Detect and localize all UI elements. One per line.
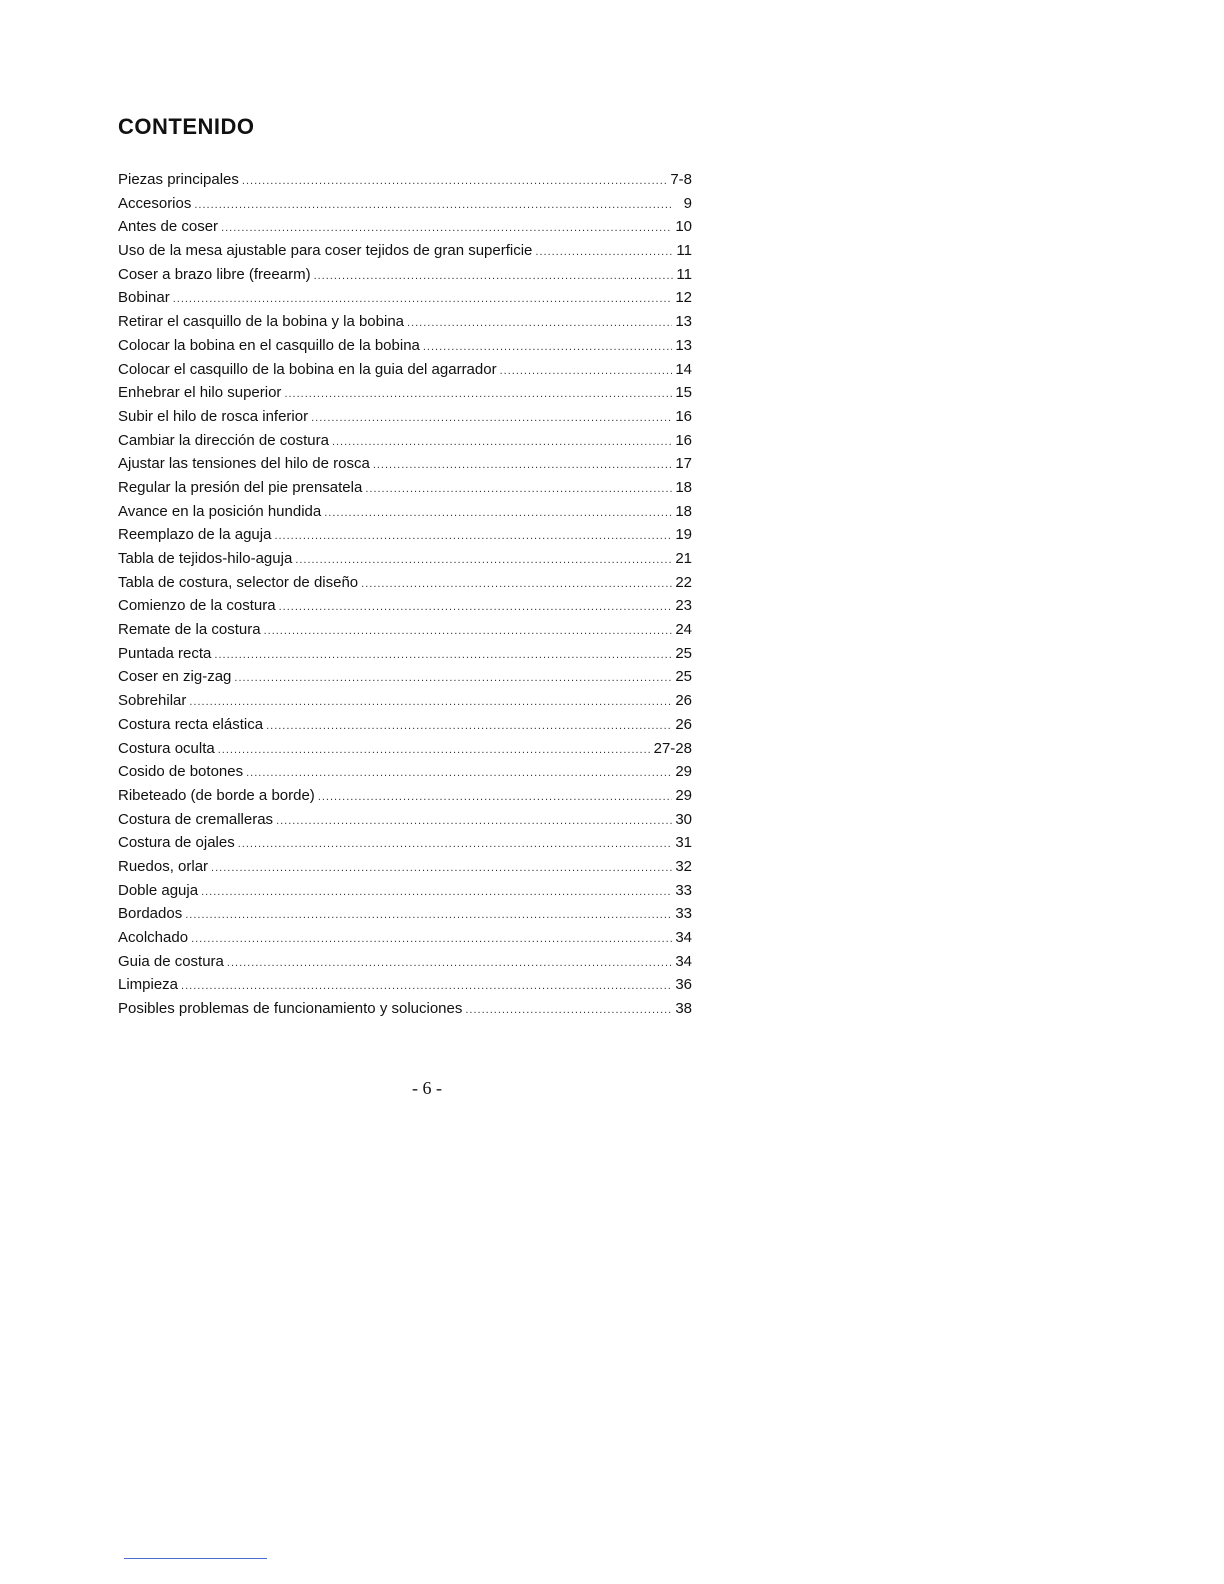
toc-entry-label: Remate de la costura: [118, 621, 261, 639]
toc-leader-dots: [221, 217, 672, 241]
toc-entry-label: Colocar la bobina en el casquillo de la bobina: [118, 336, 420, 354]
toc-leader-dots: [234, 667, 672, 691]
toc-entry-page: 26: [675, 715, 692, 733]
toc-entry: [118, 405, 692, 429]
toc-entry: [118, 192, 692, 216]
toc-leader-dots: [214, 644, 672, 668]
toc-entry: [118, 950, 692, 974]
toc-leader-dots: [185, 904, 672, 928]
toc-leader-dots: [311, 407, 672, 431]
toc-entry-page: 34: [675, 929, 692, 946]
toc-entry: [118, 334, 692, 358]
toc-entry-label: Bobinar: [118, 289, 170, 307]
toc-leader-dots: [500, 360, 673, 384]
toc-entry-label: Acolchado: [118, 929, 189, 946]
toc-leader-dots: [173, 288, 673, 312]
toc-leader-dots: [238, 833, 673, 857]
toc-entry-page: 10: [675, 218, 692, 236]
toc-entry: [118, 547, 692, 571]
toc-leader-dots: [181, 975, 672, 999]
toc-entry-label: Cambiar la dirección de costura: [118, 431, 329, 449]
toc-entry-label: Posibles problemas de funcionamiento y soluciones: [118, 1000, 463, 1018]
toc-leader-dots: [279, 596, 673, 620]
toc-leader-dots: [191, 928, 672, 952]
table-of-contents: [118, 168, 692, 1021]
toc-entry: [118, 215, 692, 239]
toc-entry: [118, 808, 692, 832]
toc-entry: [118, 500, 692, 524]
toc-entry: [118, 523, 692, 547]
toc-entry-label: Colocar el casquillo de la bobina en la guia del agarrador: [118, 360, 497, 378]
toc-entry: [118, 239, 692, 263]
toc-entry-page: 38: [675, 1000, 692, 1018]
toc-entry-page: 11: [676, 242, 692, 260]
toc-entry-page: 24: [675, 621, 692, 639]
toc-leader-dots: [266, 715, 672, 739]
toc-entry-page: 18: [675, 502, 692, 520]
toc-entry-page: 30: [675, 810, 692, 828]
toc-entry: [118, 997, 692, 1021]
toc-entry-page: 21: [675, 550, 692, 567]
toc-entry-label: Bordados: [118, 905, 183, 923]
toc-entry-label: Retirar el casquillo de la bobina y la bobina: [118, 313, 405, 331]
toc-leader-dots: [284, 383, 672, 407]
toc-entry-page: 11: [676, 265, 692, 283]
toc-entry-page: 34: [675, 952, 692, 970]
toc-entry-page: 36: [675, 976, 692, 994]
toc-entry-label: Reemplazo de la aguja: [118, 526, 272, 544]
toc-entry-label: Puntada recta: [118, 644, 212, 662]
toc-leader-dots: [314, 265, 673, 289]
toc-leader-dots: [264, 620, 673, 644]
toc-entry-page: 17: [675, 455, 692, 473]
toc-entry-label: Costura recta elástica: [118, 715, 264, 733]
toc-leader-dots: [295, 549, 672, 573]
toc-entry-label: Antes de coser: [118, 218, 219, 236]
toc-entry-label: Comienzo de la costura: [118, 597, 276, 615]
toc-entry: [118, 381, 692, 405]
toc-entry-page: 23: [675, 597, 692, 615]
toc-entry: [118, 737, 692, 761]
toc-entry: [118, 571, 692, 595]
toc-leader-dots: [227, 952, 672, 976]
toc-entry-page: 29: [675, 786, 692, 804]
toc-entry: [118, 476, 692, 500]
toc-leader-dots: [274, 525, 672, 549]
toc-entry: [118, 689, 692, 713]
toc-entry: [118, 926, 692, 950]
toc-entry-label: Tabla de tejidos-hilo-aguja: [118, 550, 293, 567]
toc-entry-page: 26: [675, 692, 692, 710]
toc-entry-label: Guia de costura: [118, 952, 224, 970]
toc-entry-label: Costura de ojales: [118, 834, 235, 852]
toc-leader-dots: [324, 502, 672, 526]
toc-entry: [118, 760, 692, 784]
toc-entry-label: Ribeteado (de borde a borde): [118, 786, 315, 804]
toc-entry-page: 18: [675, 478, 692, 496]
toc-entry-label: Costura de cremalleras: [118, 810, 274, 828]
toc-entry: [118, 263, 692, 287]
page-title: CONTENIDO: [118, 114, 255, 139]
toc-entry-label: Uso de la mesa ajustable para coser tejidos de gran superficie: [118, 242, 533, 260]
toc-entry-label: Subir el hilo de rosca inferior: [118, 407, 309, 425]
toc-entry-page: 31: [675, 834, 692, 852]
toc-entry-page: 25: [675, 644, 692, 662]
toc-leader-dots: [218, 739, 651, 763]
toc-entry: [118, 286, 692, 310]
toc-entry: [118, 831, 692, 855]
toc-entry: [118, 879, 692, 903]
toc-entry-label: Cosido de botones: [118, 763, 244, 781]
toc-entry-page: 29: [675, 763, 692, 781]
toc-entry-label: Regular la presión del pie prensatela: [118, 478, 363, 496]
toc-entry-label: Piezas principales: [118, 171, 239, 188]
toc-entry: [118, 429, 692, 453]
toc-entry: [118, 665, 692, 689]
toc-entry-page: 33: [675, 881, 692, 899]
toc-entry-label: Doble aguja: [118, 881, 199, 899]
toc-entry-page: 16: [675, 431, 692, 449]
toc-leader-dots: [318, 786, 673, 810]
toc-entry: [118, 973, 692, 997]
toc-entry: [118, 358, 692, 382]
toc-entry-page: 14: [675, 360, 692, 378]
toc-leader-dots: [201, 881, 672, 905]
toc-leader-dots: [423, 336, 672, 360]
footer-rule: [124, 1558, 267, 1559]
toc-entry-label: Avance en la posición hundida: [118, 502, 322, 520]
toc-entry: [118, 855, 692, 879]
toc-leader-dots: [211, 857, 672, 881]
toc-entry-page: 15: [675, 384, 692, 402]
toc-leader-dots: [276, 810, 672, 834]
toc-entry: [118, 618, 692, 642]
toc-entry: [118, 902, 692, 926]
toc-entry: [118, 594, 692, 618]
toc-entry-page: 12: [675, 289, 692, 307]
toc-leader-dots: [189, 691, 672, 715]
toc-entry-label: Sobrehilar: [118, 692, 187, 710]
toc-entry-label: Enhebrar el hilo superior: [118, 384, 282, 402]
toc-leader-dots: [407, 312, 672, 336]
toc-entry-page: 7-8: [670, 171, 692, 188]
toc-entry: [118, 784, 692, 808]
toc-entry-label: Ajustar las tensiones del hilo de rosca: [118, 455, 370, 473]
toc-entry-page: 13: [675, 336, 692, 354]
toc-entry-label: Limpieza: [118, 976, 179, 994]
toc-leader-dots: [194, 194, 673, 218]
toc-leader-dots: [465, 999, 672, 1023]
toc-leader-dots: [373, 454, 673, 478]
toc-entry-page: 33: [675, 905, 692, 923]
toc-leader-dots: [242, 170, 667, 194]
toc-entry-page: 13: [675, 313, 692, 331]
toc-entry-label: Accesorios: [118, 194, 192, 212]
toc-entry-page: 19: [675, 526, 692, 544]
toc-entry-label: Tabla de costura, selector de diseño: [118, 573, 359, 591]
toc-entry-label: Costura oculta: [118, 739, 215, 757]
toc-entry: [118, 452, 692, 476]
toc-leader-dots: [332, 431, 672, 455]
toc-entry-page: 27-28: [653, 739, 692, 757]
toc-leader-dots: [246, 762, 672, 786]
toc-entry-page: 9: [683, 194, 692, 212]
toc-entry-label: Ruedos, orlar: [118, 857, 209, 875]
toc-entry-label: Coser a brazo libre (freearm): [118, 265, 311, 283]
toc-entry: [118, 713, 692, 737]
toc-entry-page: 16: [675, 407, 692, 425]
toc-leader-dots: [361, 573, 672, 597]
toc-entry: [118, 310, 692, 334]
toc-entry-page: 22: [675, 573, 692, 591]
toc-leader-dots: [365, 478, 672, 502]
toc-entry: [118, 168, 692, 192]
toc-entry: [118, 642, 692, 666]
toc-entry-page: 32: [675, 857, 692, 875]
toc-leader-dots: [535, 241, 673, 265]
toc-entry-page: 25: [675, 668, 692, 686]
toc-entry-label: Coser en zig-zag: [118, 668, 232, 686]
page-number: - 6 -: [412, 1078, 442, 1098]
